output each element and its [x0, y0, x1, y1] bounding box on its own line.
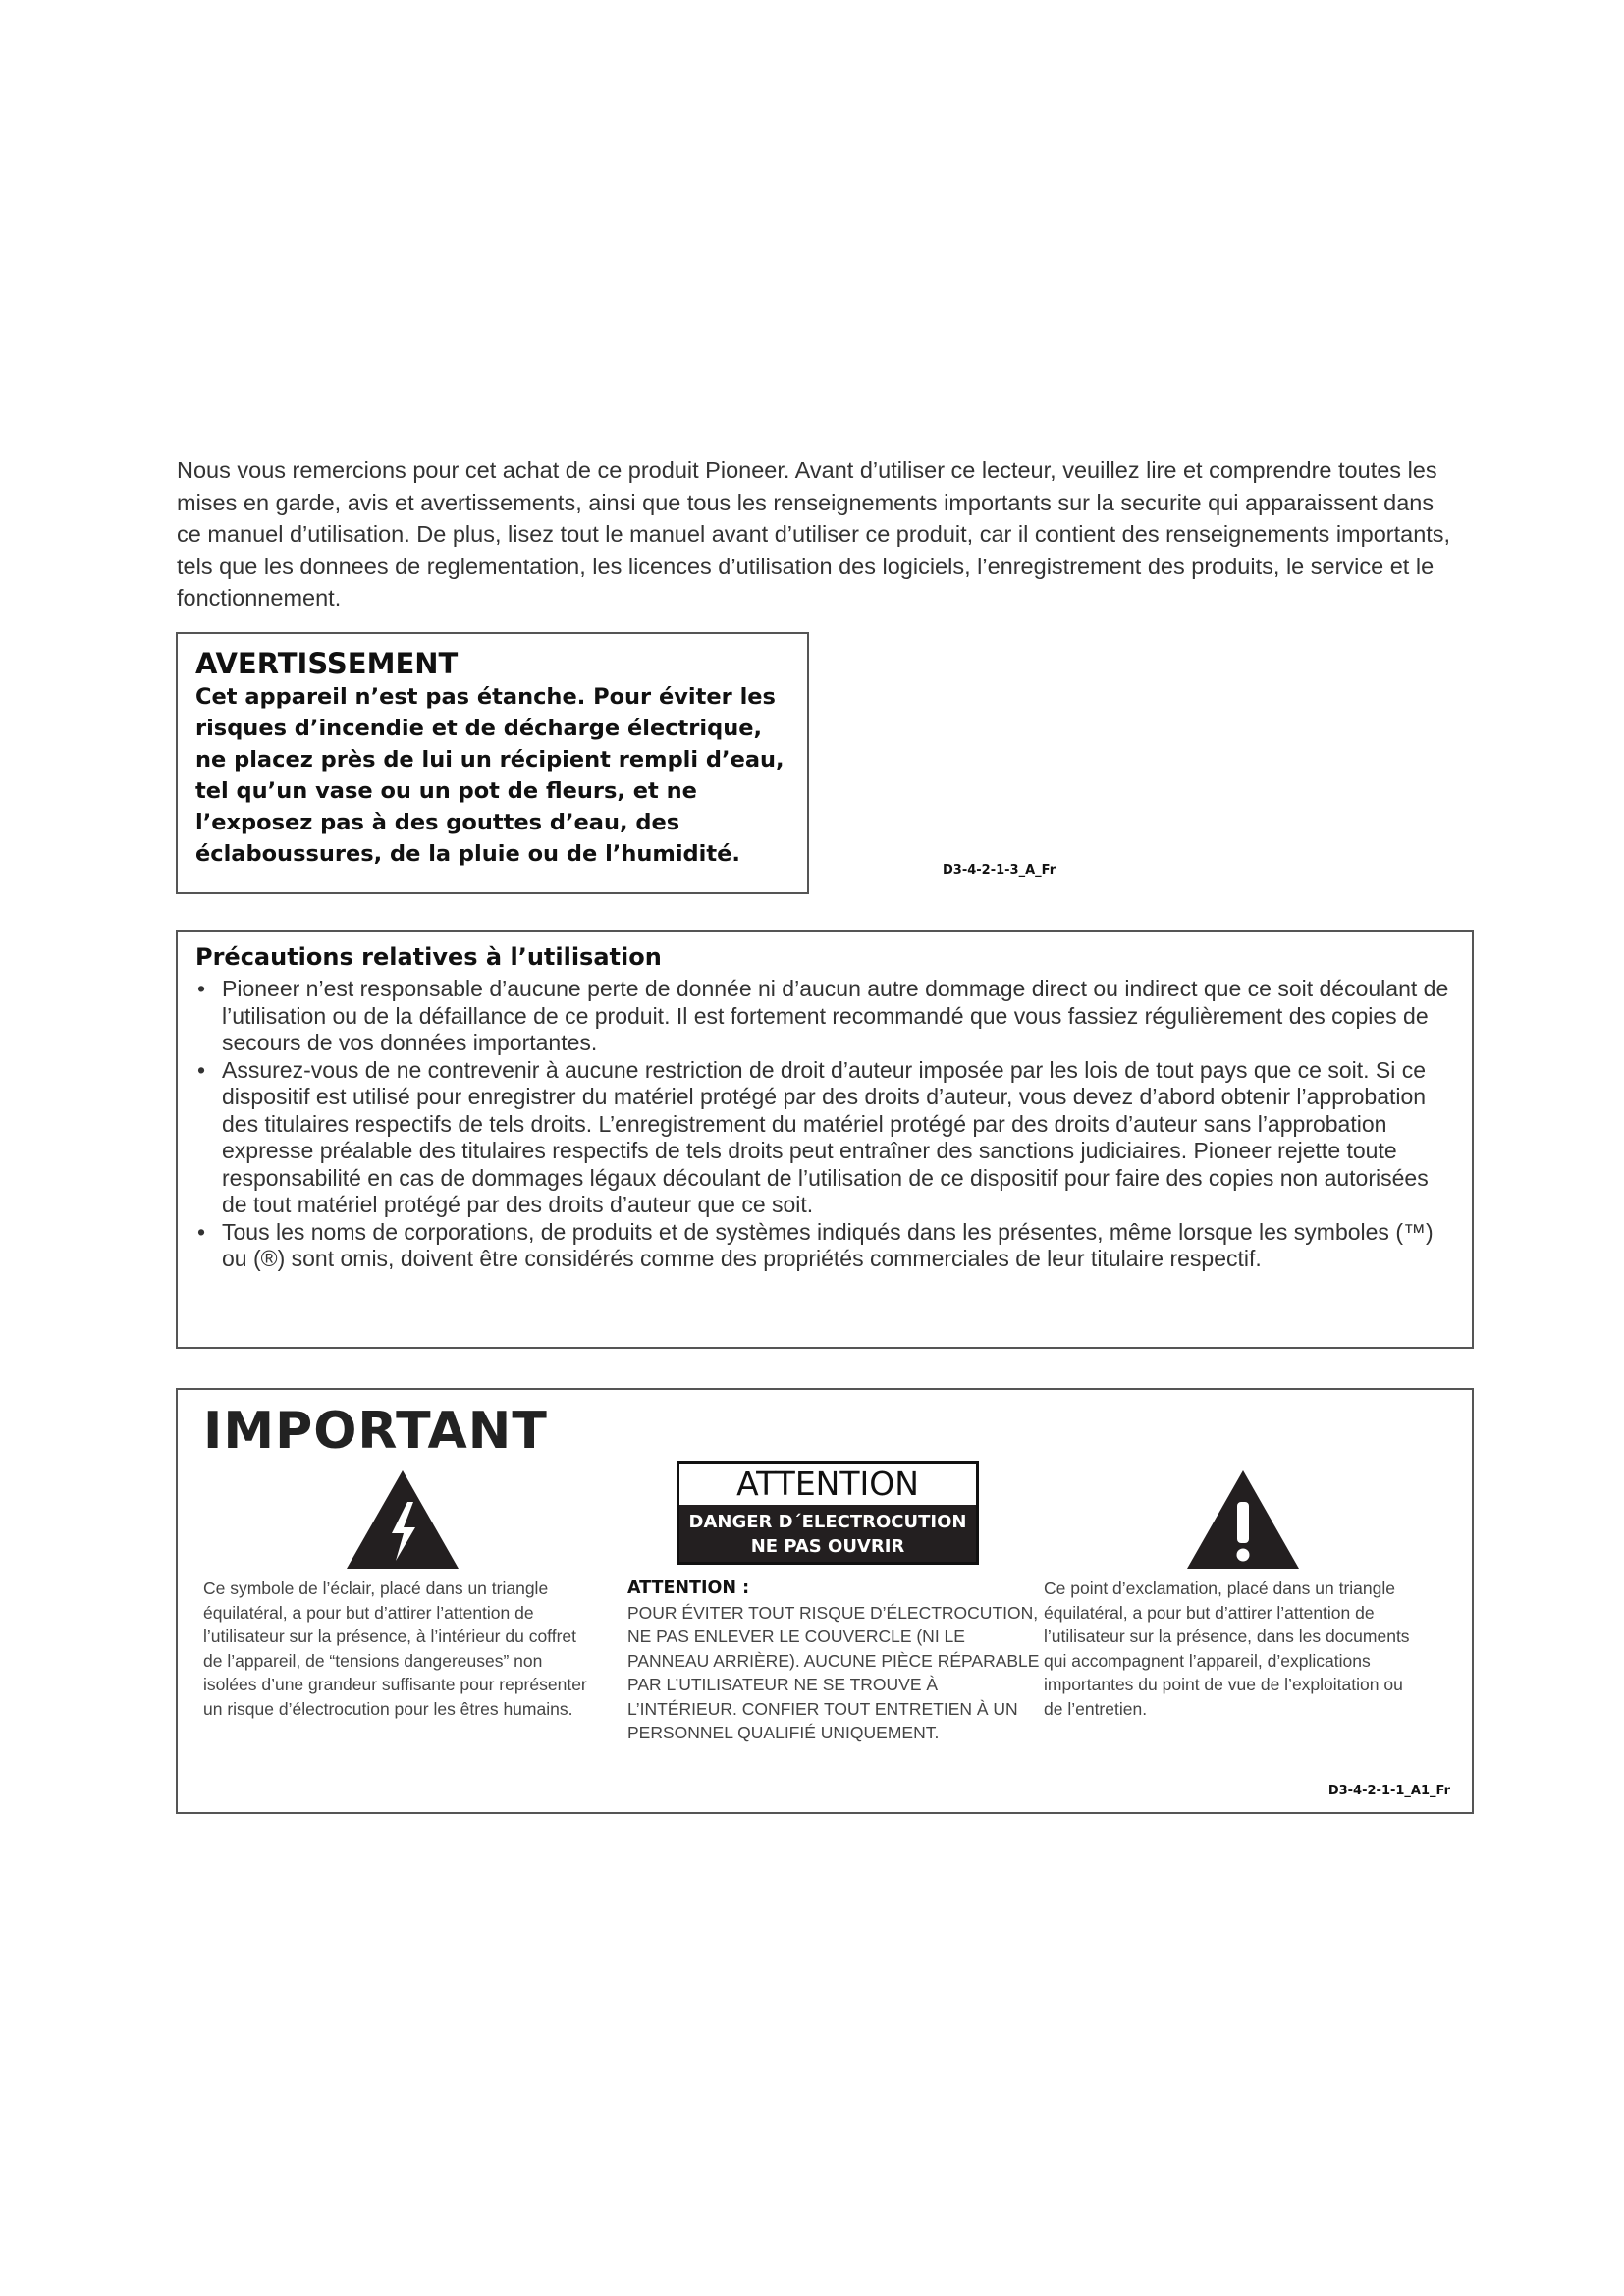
intro-text: Nous vous remercions pour cet achat de ce produit Pioneer. Avant d’utiliser ce lecteur, veuillez lire et comprendre toutes les mises en garde, avis et avertissements, ainsi que tous les renseignements importants sur la securite qui apparaissent dans ce manuel d’utilisation. De plus, lisez tout le manuel avant d’utiliser ce produit, car il contient des renseignements importants, tels que les donnees de reglementation, les licences d’utilisation des logiciels, l’enregistrement des produits, le service et le fonctionnement.	[177, 457, 1451, 611]
warning-text: Cet appareil n’est pas étanche. Pour éviter les risques d’incendie et de décharge électrique, ne placez près de lui un récipient rempli d’eau, tel qu’un vase ou un pot de fleurs, et ne l’exposez pas à des gouttes d’eau, des éclaboussures, de la pluie ou de l’humidité.	[195, 684, 785, 867]
list-item: • Pioneer n’est responsable d’aucune perte de donnée ni d’aucun autre dommage direct ou indirect que ce soit découlant de l’utilisation ou de la défaillance de ce produit. Il est fortement recommandé que vous fassiez régulièrement des copies de secours de vos données importantes.	[195, 976, 1454, 1057]
attention-label	[677, 1461, 979, 1565]
lightning-warning-icon	[345, 1468, 460, 1571]
attention-label-head: ATTENTION	[736, 1465, 919, 1503]
attention-text: POUR ÉVITER TOUT RISQUE D’ÉLECTROCUTION, NE PAS ENLEVER LE COUVERCLE (NI LE PANNEAU ARRIÈRE). AUCUNE PIÈCE RÉPARABLE PAR L’UTILISATEUR NE SE TROUVE À L’INTÉRIEUR. CONFIER TOUT ENTRETIEN À UN PERSONNEL QUALIFIÉ UNIQUEMENT.	[627, 1602, 1040, 1742]
list-item: • Tous les noms de corporations, de produits et de systèmes indiqués dans les présentes, même lorsque les symboles (™) ou (®) sont omis, doivent être considérés comme des propriétés commerciales de leur titulaire respectif.	[195, 1219, 1454, 1273]
attention-label-line2: NE PAS OUVRIR	[750, 1536, 905, 1557]
intro-paragraph	[177, 454, 1453, 614]
lightning-description: Ce symbole de l’éclair, placé dans un triangle équilatéral, a pour but d’attirer l’attention de l’utilisateur sur la présence, à l’intérieur du coffret de l’appareil, de “tensions dangereuses” non isolées d’une grandeur suffisante pour représenter un risque d’électrocution pour les êtres humains.	[203, 1578, 587, 1719]
warning-title: AVERTISSEMENT	[195, 647, 459, 680]
attention-description	[627, 1576, 1050, 1745]
important-title: IMPORTANT	[203, 1402, 548, 1461]
list-item: • Assurez-vous de ne contrevenir à aucune restriction de droit d’auteur imposée par les lois de tout pays que ce soit. Si ce dispositif est utilisé pour enregistrer du matériel protégé par des droits d’auteur, vous devez d’abord obtenir l’approbation des titulaires respectifs de tels droits. L’enregistrement du matériel protégé par des droits d’auteur sans l’approbation expresse préalable des titulaires respectifs de tels droits peut entraîner des sanctions judiciaires. Pioneer rejette toute responsabilité en cas de dommages légaux découlant de l’utilisation de ce dispositif pour faire des copies non autorisées de tout matériel protégé par des droits d’auteur que ce soit.	[195, 1057, 1454, 1219]
important-code: D3-4-2-1-1_A1_Fr	[1327, 1784, 1450, 1798]
attention-label-sub	[679, 1505, 976, 1562]
precautions-box	[176, 930, 1474, 1349]
warning-box	[176, 632, 809, 894]
warning-code: D3-4-2-1-3_A_Fr	[943, 863, 1056, 878]
precautions-list	[195, 976, 1454, 1273]
important-box	[176, 1388, 1474, 1814]
exclamation-description: Ce point d’exclamation, placé dans un triangle équilatéral, a pour but d’attirer l’attention de l’utilisateur sur la présence, dans les documents qui accompagnent l’appareil, d’explications importantes du point de vue de l’exploitation ou de l’entretien.	[1044, 1578, 1410, 1719]
attention-label-line1: DANGER D´ELECTROCUTION	[688, 1512, 967, 1532]
attention-heading: ATTENTION :	[627, 1578, 750, 1598]
exclamation-warning-icon	[1185, 1468, 1301, 1571]
precautions-title: Précautions relatives à l’utilisation	[195, 943, 662, 971]
